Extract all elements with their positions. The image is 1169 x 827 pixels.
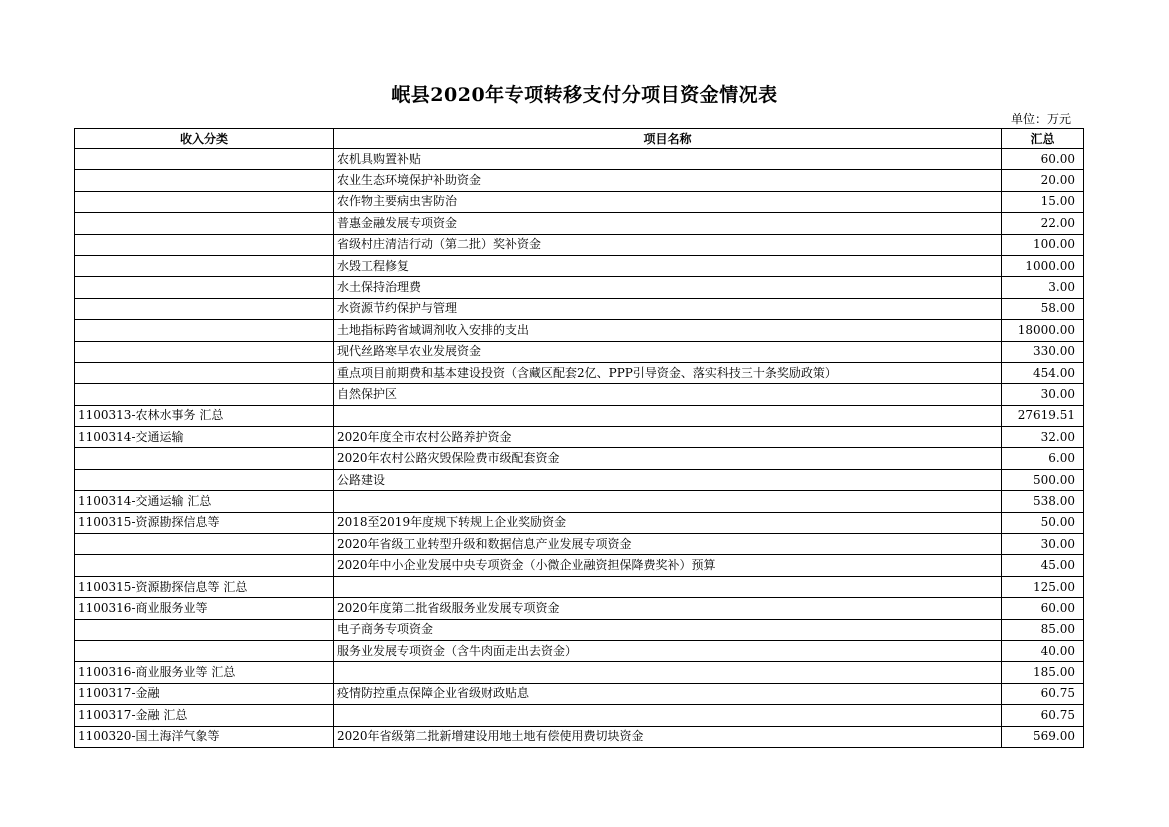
category-cell: 1100314-交通运输 汇总 bbox=[75, 491, 334, 512]
amount-cell: 60.75 bbox=[1002, 683, 1084, 704]
amount-cell: 40.00 bbox=[1002, 640, 1084, 661]
project-cell bbox=[334, 405, 1002, 426]
amount-cell: 60.75 bbox=[1002, 705, 1084, 726]
table-row bbox=[75, 405, 1084, 426]
project-cell: 2020年度全市农村公路养护资金 bbox=[334, 427, 1002, 448]
category-cell: 1100316-商业服务业等 bbox=[75, 598, 334, 619]
category-cell bbox=[75, 448, 334, 469]
project-cell: 2020年度第二批省级服务业发展专项资金 bbox=[334, 598, 1002, 619]
project-cell: 水资源节约保护与管理 bbox=[334, 298, 1002, 319]
category-cell: 1100315-资源勘探信息等 汇总 bbox=[75, 576, 334, 597]
project-cell: 农机具购置补贴 bbox=[334, 149, 1002, 170]
table-row bbox=[75, 191, 1084, 212]
category-cell bbox=[75, 170, 334, 191]
table-row bbox=[75, 619, 1084, 640]
category-cell: 1100314-交通运输 bbox=[75, 427, 334, 448]
project-cell: 自然保护区 bbox=[334, 384, 1002, 405]
project-cell: 2018至2019年度规下转规上企业奖励资金 bbox=[334, 512, 1002, 533]
category-cell bbox=[75, 341, 334, 362]
category-cell: 1100320-国土海洋气象等 bbox=[75, 726, 334, 747]
table-row bbox=[75, 170, 1084, 191]
category-cell bbox=[75, 469, 334, 490]
amount-cell: 538.00 bbox=[1002, 491, 1084, 512]
project-cell: 土地指标跨省域调剂收入安排的支出 bbox=[334, 320, 1002, 341]
table-row bbox=[75, 149, 1084, 170]
amount-cell: 20.00 bbox=[1002, 170, 1084, 191]
category-cell bbox=[75, 384, 334, 405]
table-row bbox=[75, 534, 1084, 555]
category-cell: 1100317-金融 汇总 bbox=[75, 705, 334, 726]
table-row bbox=[75, 341, 1084, 362]
amount-cell: 27619.51 bbox=[1002, 405, 1084, 426]
table-row bbox=[75, 448, 1084, 469]
amount-cell: 125.00 bbox=[1002, 576, 1084, 597]
project-cell: 重点项目前期费和基本建设投资（含藏区配套2亿、PPP引导资金、落实科技三十条奖励政策） bbox=[334, 362, 1002, 383]
amount-cell: 500.00 bbox=[1002, 469, 1084, 490]
project-cell: 2020年省级工业转型升级和数据信息产业发展专项资金 bbox=[334, 534, 1002, 555]
table-row bbox=[75, 640, 1084, 661]
table-row bbox=[75, 469, 1084, 490]
table-row bbox=[75, 555, 1084, 576]
table-row bbox=[75, 320, 1084, 341]
amount-cell: 45.00 bbox=[1002, 555, 1084, 576]
project-cell bbox=[334, 576, 1002, 597]
table-row bbox=[75, 298, 1084, 319]
project-cell: 普惠金融发展专项资金 bbox=[334, 213, 1002, 234]
table-row bbox=[75, 512, 1084, 533]
header-category: 收入分类 bbox=[75, 129, 334, 149]
table-row bbox=[75, 213, 1084, 234]
amount-cell: 15.00 bbox=[1002, 191, 1084, 212]
amount-cell: 454.00 bbox=[1002, 362, 1084, 383]
project-cell: 省级村庄清洁行动（第二批）奖补资金 bbox=[334, 234, 1002, 255]
table-row bbox=[75, 662, 1084, 683]
project-cell: 农业生态环境保护补助资金 bbox=[334, 170, 1002, 191]
amount-cell: 60.00 bbox=[1002, 598, 1084, 619]
project-cell: 水毁工程修复 bbox=[334, 255, 1002, 276]
amount-cell: 30.00 bbox=[1002, 534, 1084, 555]
project-cell: 服务业发展专项资金（含牛肉面走出去资金） bbox=[334, 640, 1002, 661]
amount-cell: 6.00 bbox=[1002, 448, 1084, 469]
amount-cell: 32.00 bbox=[1002, 427, 1084, 448]
amount-cell: 58.00 bbox=[1002, 298, 1084, 319]
project-cell bbox=[334, 705, 1002, 726]
category-cell bbox=[75, 619, 334, 640]
table-row bbox=[75, 576, 1084, 597]
category-cell: 1100316-商业服务业等 汇总 bbox=[75, 662, 334, 683]
table-row bbox=[75, 277, 1084, 298]
amount-cell: 50.00 bbox=[1002, 512, 1084, 533]
table-row bbox=[75, 598, 1084, 619]
amount-cell: 3.00 bbox=[1002, 277, 1084, 298]
category-cell: 1100313-农林水事务 汇总 bbox=[75, 405, 334, 426]
category-cell bbox=[75, 555, 334, 576]
category-cell bbox=[75, 277, 334, 298]
project-cell: 2020年中小企业发展中央专项资金（小微企业融资担保降费奖补）预算 bbox=[334, 555, 1002, 576]
header-project: 项目名称 bbox=[334, 129, 1002, 149]
amount-cell: 30.00 bbox=[1002, 384, 1084, 405]
amount-cell: 1000.00 bbox=[1002, 255, 1084, 276]
page-title: 岷县2020年专项转移支付分项目资金情况表 bbox=[391, 84, 778, 106]
category-cell bbox=[75, 255, 334, 276]
project-cell: 水土保持治理费 bbox=[334, 277, 1002, 298]
category-cell: 1100317-金融 bbox=[75, 683, 334, 704]
amount-cell: 569.00 bbox=[1002, 726, 1084, 747]
table-row bbox=[75, 384, 1084, 405]
table-row bbox=[75, 491, 1084, 512]
category-cell: 1100315-资源勘探信息等 bbox=[75, 512, 334, 533]
amount-cell: 22.00 bbox=[1002, 213, 1084, 234]
amount-cell: 85.00 bbox=[1002, 619, 1084, 640]
table-header-row bbox=[75, 129, 1084, 149]
amount-cell: 185.00 bbox=[1002, 662, 1084, 683]
table-row bbox=[75, 726, 1084, 747]
category-cell bbox=[75, 362, 334, 383]
header-amount: 汇总 bbox=[1002, 129, 1084, 149]
amount-cell: 100.00 bbox=[1002, 234, 1084, 255]
amount-cell: 18000.00 bbox=[1002, 320, 1084, 341]
table-row bbox=[75, 362, 1084, 383]
table-row bbox=[75, 255, 1084, 276]
amount-cell: 60.00 bbox=[1002, 149, 1084, 170]
unit-label: 单位：万元 bbox=[1010, 112, 1071, 126]
project-cell: 农作物主要病虫害防治 bbox=[334, 191, 1002, 212]
project-cell: 2020年省级第二批新增建设用地土地有偿使用费切块资金 bbox=[334, 726, 1002, 747]
project-cell bbox=[334, 662, 1002, 683]
table-row bbox=[75, 683, 1084, 704]
project-cell: 电子商务专项资金 bbox=[334, 619, 1002, 640]
table-row bbox=[75, 234, 1084, 255]
table-body bbox=[75, 149, 1084, 748]
fund-table bbox=[74, 128, 1084, 748]
category-cell bbox=[75, 298, 334, 319]
category-cell bbox=[75, 534, 334, 555]
amount-cell: 330.00 bbox=[1002, 341, 1084, 362]
project-cell: 疫情防控重点保障企业省级财政贴息 bbox=[334, 683, 1002, 704]
project-cell: 现代丝路寒旱农业发展资金 bbox=[334, 341, 1002, 362]
category-cell bbox=[75, 213, 334, 234]
project-cell: 公路建设 bbox=[334, 469, 1002, 490]
table-row bbox=[75, 705, 1084, 726]
category-cell bbox=[75, 640, 334, 661]
category-cell bbox=[75, 191, 334, 212]
category-cell bbox=[75, 320, 334, 341]
table-row bbox=[75, 427, 1084, 448]
category-cell bbox=[75, 149, 334, 170]
category-cell bbox=[75, 234, 334, 255]
project-cell bbox=[334, 491, 1002, 512]
project-cell: 2020年农村公路灾毁保险费市级配套资金 bbox=[334, 448, 1002, 469]
